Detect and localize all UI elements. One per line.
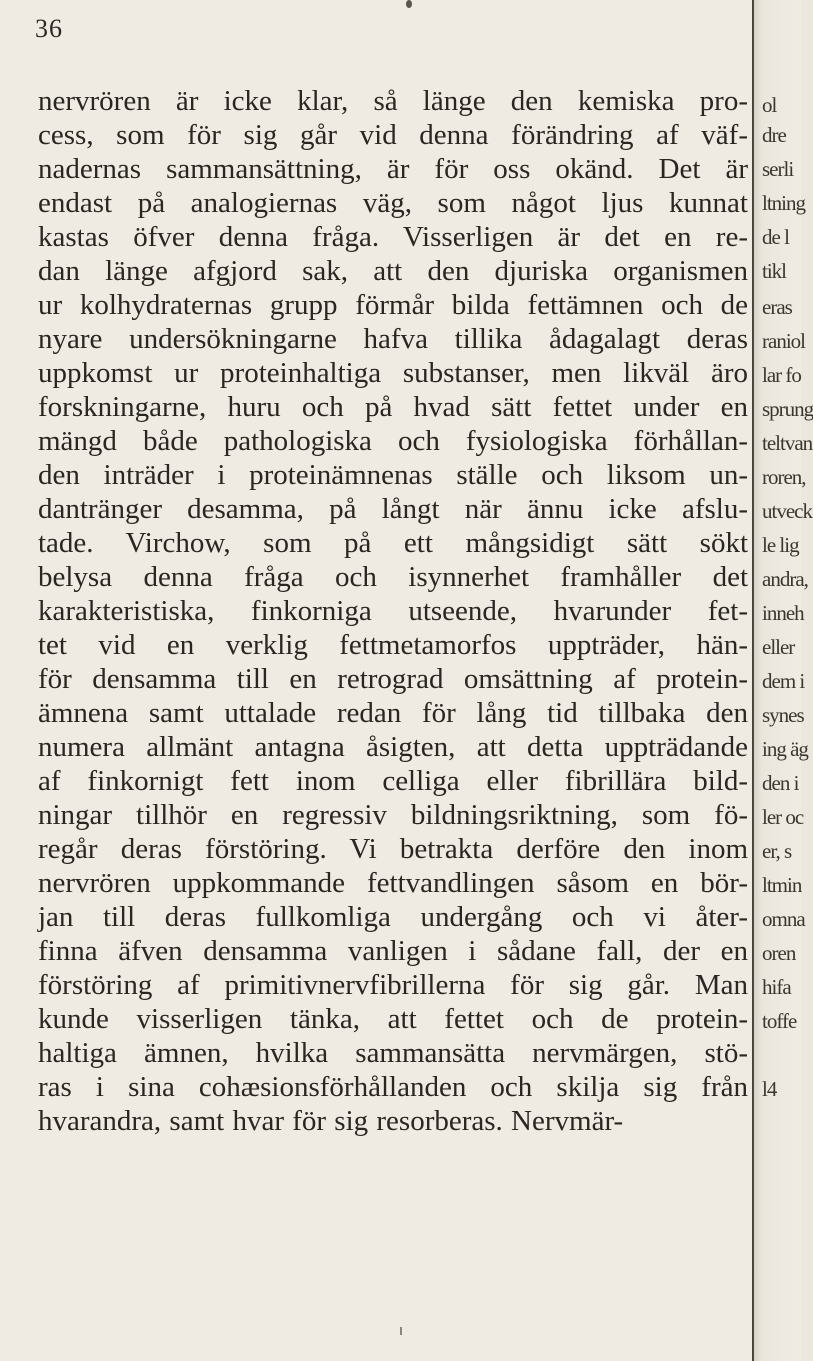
- text-line: af finkornigt fett inom celliga eller fibrillära bild-: [38, 765, 748, 797]
- text-line: hvarandra, samt hvar för sig resorberas. Nervmär-: [38, 1105, 624, 1137]
- text-line: dan länge afgjord sak, att den djuriska organismen: [38, 255, 748, 287]
- text-line: regår deras förstöring. Vi betrakta derföre den inom: [38, 833, 748, 865]
- text-line: förstöring af primitivnervfibrillerna för sig går. Man: [38, 969, 748, 1001]
- facing-page-edge: [752, 0, 813, 1361]
- facing-page-fragment: hifa: [762, 975, 791, 999]
- text-line: ras i sina cohæsionsförhållanden och skilja sig från: [38, 1071, 748, 1103]
- facing-page-fragment: eras: [762, 295, 792, 319]
- text-line: ur kolhydraternas grupp förmår bilda fettämnen och de: [38, 289, 748, 321]
- text-line: för densamma till en retrograd omsättning af protein-: [38, 663, 748, 695]
- facing-page-fragment: ing äg: [762, 737, 808, 761]
- body-text: [38, 84, 748, 1138]
- facing-page-fragment: de l: [762, 225, 789, 249]
- facing-page-fragment: tikl: [762, 259, 787, 283]
- facing-page-fragment: inneh: [762, 601, 804, 625]
- text-line: cess, som för sig går vid denna förändring af väf-: [38, 119, 748, 151]
- text-line: endast på analogiernas väg, som något ljus kunnat: [38, 187, 748, 219]
- facing-page-fragment: ol: [762, 93, 777, 117]
- text-line: dantränger desamma, på långt när ännu icke afslu-: [38, 493, 748, 525]
- text-line: finna äfven densamma vanligen i sådane fall, der en: [38, 935, 748, 967]
- facing-page-fragment: omna: [762, 907, 805, 931]
- text-line: nyare undersökningarne hafva tillika ådagalagt deras: [38, 323, 748, 355]
- text-line: den inträder i proteinämnenas ställe och liksom un-: [38, 459, 748, 491]
- print-mark: [400, 1327, 402, 1335]
- facing-page-fragment: dem i: [762, 669, 805, 693]
- text-line: numera allmänt antagna åsigten, att detta uppträdande: [38, 731, 748, 763]
- facing-page-fragment: sprung: [762, 397, 813, 421]
- text-line: kunde visserligen tänka, att fettet och de protein-: [38, 1003, 748, 1035]
- facing-page-fragment: l4: [762, 1077, 777, 1101]
- text-line: mängd både pathologiska och fysiologiska förhållan-: [38, 425, 748, 457]
- facing-page-fragment: eller: [762, 635, 795, 659]
- facing-page-fragment: utveck: [762, 499, 812, 523]
- facing-page-fragment: den i: [762, 771, 799, 795]
- facing-page-fragment: oren: [762, 941, 796, 965]
- facing-page-fragment: serli: [762, 157, 794, 181]
- text-line: haltiga ämnen, hvilka sammansätta nervmärgen, stö-: [38, 1037, 748, 1069]
- text-line: nadernas sammansättning, är för oss okänd. Det är: [38, 153, 748, 185]
- facing-page-fragment: andra,: [762, 567, 808, 591]
- facing-page-fragment: er, s: [762, 839, 792, 863]
- text-line: nervrören uppkommande fettvandlingen såsom en bör-: [38, 867, 748, 899]
- facing-page-fragment: roren,: [762, 465, 806, 489]
- text-line: tade. Virchow, som på ett mångsidigt sätt sökt: [38, 527, 748, 559]
- text-line: kastas öfver denna fråga. Visserligen är det en re-: [38, 221, 748, 253]
- text-line: uppkomst ur proteinhaltiga substanser, men likväl äro: [38, 357, 748, 389]
- text-line: belysa denna fråga och isynnerhet framhåller det: [38, 561, 748, 593]
- facing-page-fragment: le lig: [762, 533, 799, 557]
- facing-page-fragment: raniol: [762, 329, 805, 353]
- facing-page-fragment: ltmin: [762, 873, 802, 897]
- text-line: forskningarne, huru och på hvad sätt fettet under en: [38, 391, 748, 423]
- text-line: tet vid en verklig fettmetamorfos uppträder, hän-: [38, 629, 748, 661]
- page-number: 36: [35, 14, 63, 43]
- text-line: ningar tillhör en regressiv bildningsriktning, som fö-: [38, 799, 748, 831]
- text-line: ämnena samt uttalade redan för lång tid tillbaka den: [38, 697, 748, 729]
- text-line: nervrören är icke klar, så länge den kemiska pro-: [38, 85, 748, 117]
- facing-page-fragment: teltvan: [762, 431, 813, 455]
- facing-page-fragment: ler oc: [762, 805, 804, 829]
- facing-page-fragment: ltning: [762, 191, 806, 215]
- text-line: jan till deras fullkomliga undergång och vi åter-: [38, 901, 748, 933]
- print-speck: [406, 0, 412, 8]
- facing-page-fragment: lar fo: [762, 363, 801, 387]
- facing-page-fragment: [762, 1038, 802, 1072]
- facing-page-fragment: dre: [762, 123, 786, 147]
- text-line: karakteristiska, finkorniga utseende, hvarunder fet-: [38, 595, 748, 627]
- facing-page-fragment: synes: [762, 703, 804, 727]
- facing-page-fragment: toffe: [762, 1009, 797, 1033]
